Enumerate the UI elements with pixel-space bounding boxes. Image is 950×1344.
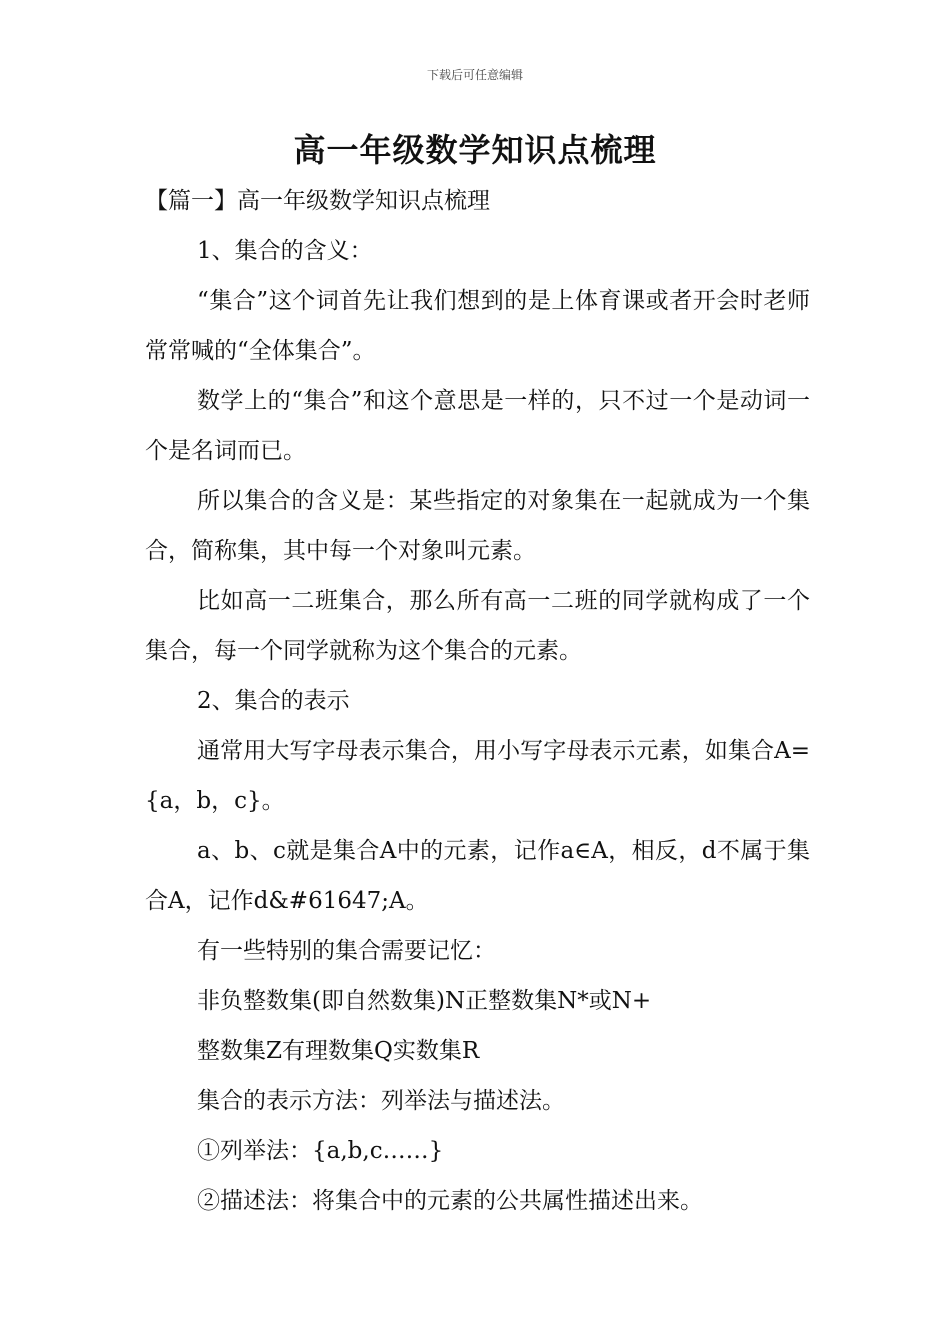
paragraph: ①列举法：{a,b,c……} <box>197 1138 444 1164</box>
paragraph: “集合”这个词首先让我们想到的是上体育课或者开会时老师常常喊的“全体集合”。 <box>145 288 810 364</box>
document-body <box>145 176 810 1226</box>
section-heading: 【篇一】高一年级数学知识点梳理 <box>145 188 490 214</box>
paragraph: 非负整数集(即自然数集)N正整数集N*或N+ <box>197 988 652 1014</box>
header-note: 下载后可任意编辑 <box>426 68 523 82</box>
document-title: 高一年级数学知识点梳理 <box>293 131 657 169</box>
paragraph: 2、集合的表示 <box>197 688 350 714</box>
paragraph: 集合的表示方法：列举法与描述法。 <box>197 1088 565 1114</box>
paragraph: 比如高一二班集合，那么所有高一二班的同学就构成了一个集合，每一个同学就称为这个集合的元素。 <box>145 588 810 664</box>
paragraph: a、b、c就是集合A中的元素，记作a∈A，相反，d不属于集合A，记作d&#61647;A。 <box>145 838 810 914</box>
paragraph: 数学上的“集合”和这个意思是一样的，只不过一个是动词一个是名词而已。 <box>145 388 810 464</box>
paragraph: 整数集Z有理数集Q实数集R <box>197 1038 480 1064</box>
paragraph: 所以集合的含义是：某些指定的对象集在一起就成为一个集合，简称集，其中每一个对象叫元素。 <box>145 488 810 564</box>
paragraph: 有一些特别的集合需要记忆： <box>197 938 496 964</box>
paragraph: 1、集合的含义： <box>197 238 373 264</box>
paragraph: ②描述法：将集合中的元素的公共属性描述出来。 <box>197 1188 703 1214</box>
paragraph: 通常用大写字母表示集合，用小写字母表示元素，如集合A={a，b，c}。 <box>145 738 810 814</box>
